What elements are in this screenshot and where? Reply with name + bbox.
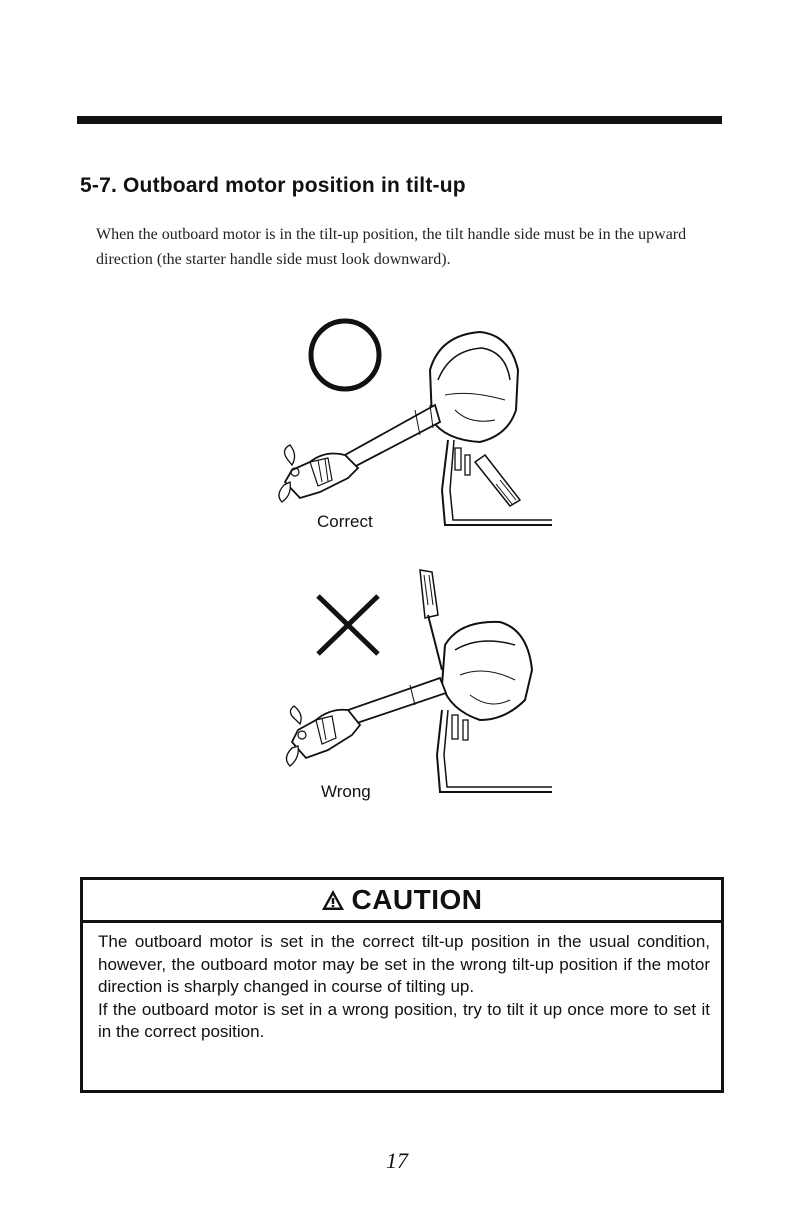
correct-position-figure: [270, 310, 570, 540]
intro-paragraph: When the outboard motor is in the tilt-up position, the tilt handle side must be in the upward direction (the starter handle side must look downward).: [96, 226, 687, 268]
caution-title: CAUTION: [351, 884, 483, 915]
top-divider-rule: [77, 116, 722, 124]
wrong-label: Wrong: [321, 782, 371, 801]
circle-o-mark: [311, 321, 379, 389]
correct-label: Correct: [317, 512, 373, 531]
caution-header: [83, 880, 721, 923]
section-heading: 5-7. Outboard motor position in tilt-up: [80, 174, 466, 197]
caution-body: [98, 931, 710, 1044]
page-number: 17: [386, 1148, 408, 1173]
correct-motor-illustration: [270, 310, 570, 540]
caution-box: [80, 877, 724, 1093]
caution-paragraph: If the outboard motor is set in a wrong position, try to tilt it up once more to set it in the correct position.: [98, 999, 710, 1041]
wrong-position-figure: [270, 560, 570, 805]
warning-triangle-icon: [321, 889, 345, 911]
caution-paragraph: The outboard motor is set in the correct tilt-up position in the usual condition, however, the outboard motor may be set in the wrong tilt-up position if the motor direction is sharply changed in course of tilting up.: [98, 932, 710, 996]
wrong-motor-illustration: [270, 560, 570, 805]
